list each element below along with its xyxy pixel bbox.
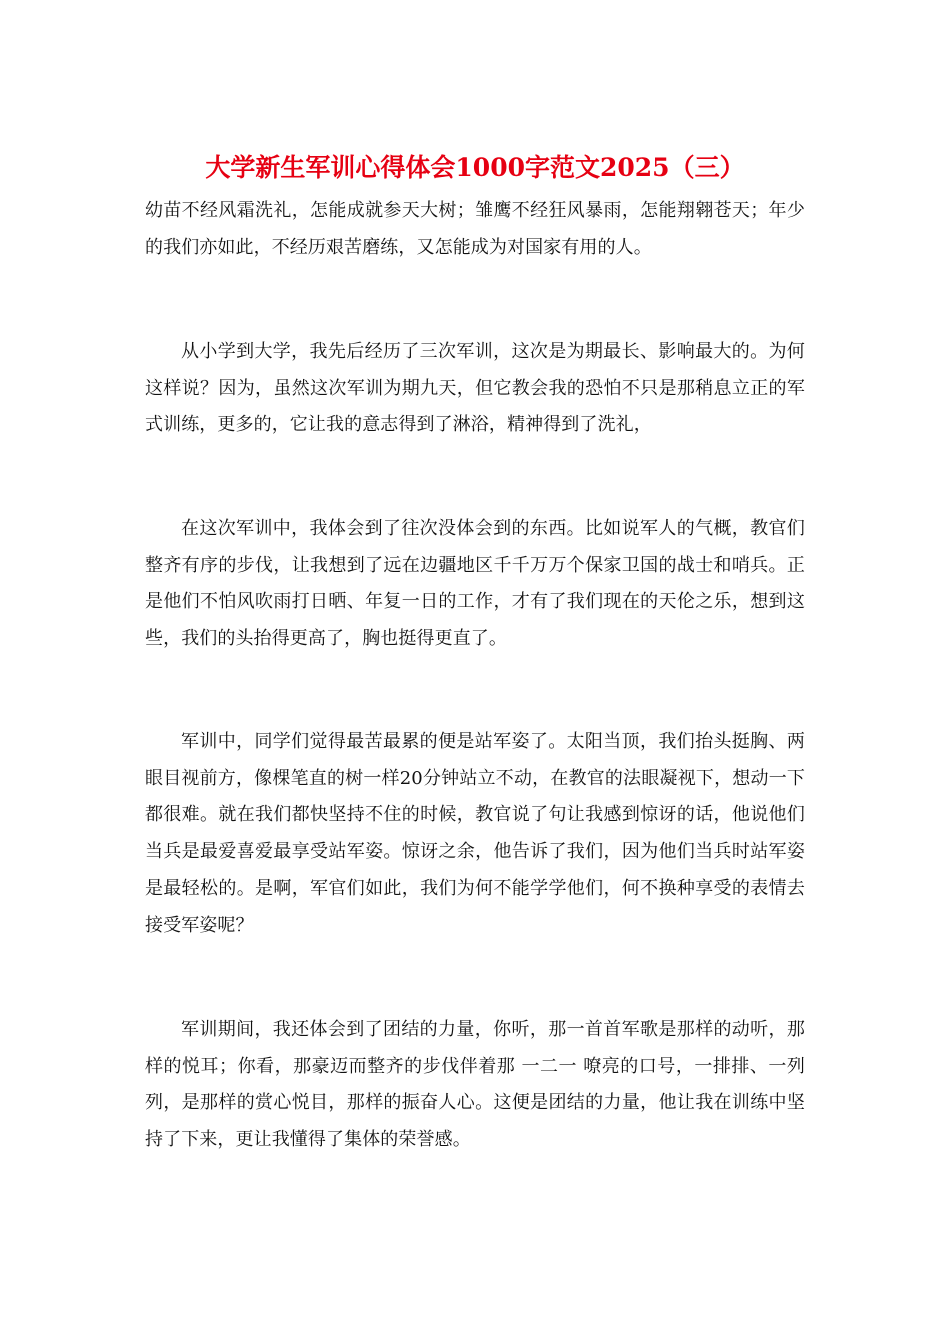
paragraph-soldier-spirit: 在这次军训中，我体会到了往次没体会到的东西。比如说军人的气概，教官们整齐有序的步伐，让我想到了远在边疆地区千千万万个保家卫国的战士和哨兵。正是他们不怕风吹雨打日晒、年复一日的工作，才有了我们现在的天伦之乐，想到这些，我们的头抬得更高了，胸也挺得更直了。 — [145, 518, 805, 650]
document-title: 大学新生军训心得体会1000字范文2025（三） — [205, 153, 745, 182]
paragraph-unity: 军训期间，我还体会到了团结的力量，你听，那一首首军歌是那样的动听，那样的悦耳；你看，那豪迈而整齐的步伐伴着那 一二一 嘹亮的口号，一排排、一列列，是那样的赏心悦目，那样的振奋人心。这便是团结的力量，他让我在训练中坚持了下来，更让我懂得了集体的荣誉感。 — [145, 1019, 805, 1151]
paragraph-training-experience: 从小学到大学，我先后经历了三次军训，这次是为期最长、影响最大的。为何这样说？因为，虽然这次军训为期九天，但它教会我的恐怕不只是那稍息立正的军式训练，更多的，它让我的意志得到了淋浴，精神得到了洗礼， — [145, 341, 805, 436]
paragraph-intro: 幼苗不经风霜洗礼，怎能成就参天大树；雏鹰不经狂风暴雨，怎能翔翱苍天；年少的我们亦如此，不经历艰苦磨练，又怎能成为对国家有用的人。 — [145, 200, 805, 258]
paragraph-standing-posture: 军训中，同学们觉得最苦最累的便是站军姿了。太阳当顶，我们抬头挺胸、两眼目视前方，像棵笔直的树一样20分钟站立不动，在教官的法眼凝视下，想动一下都很难。就在我们都快坚持不住的时候，教官说了句让我感到惊讶的话，他说他们当兵是最爱喜爱最享受站军姿。惊讶之余，他告诉了我们，因为他们当兵时站军姿是最轻松的。是啊，军官们如此，我们为何不能学学他们，何不换种享受的表情去接受军姿呢？ — [145, 731, 805, 936]
